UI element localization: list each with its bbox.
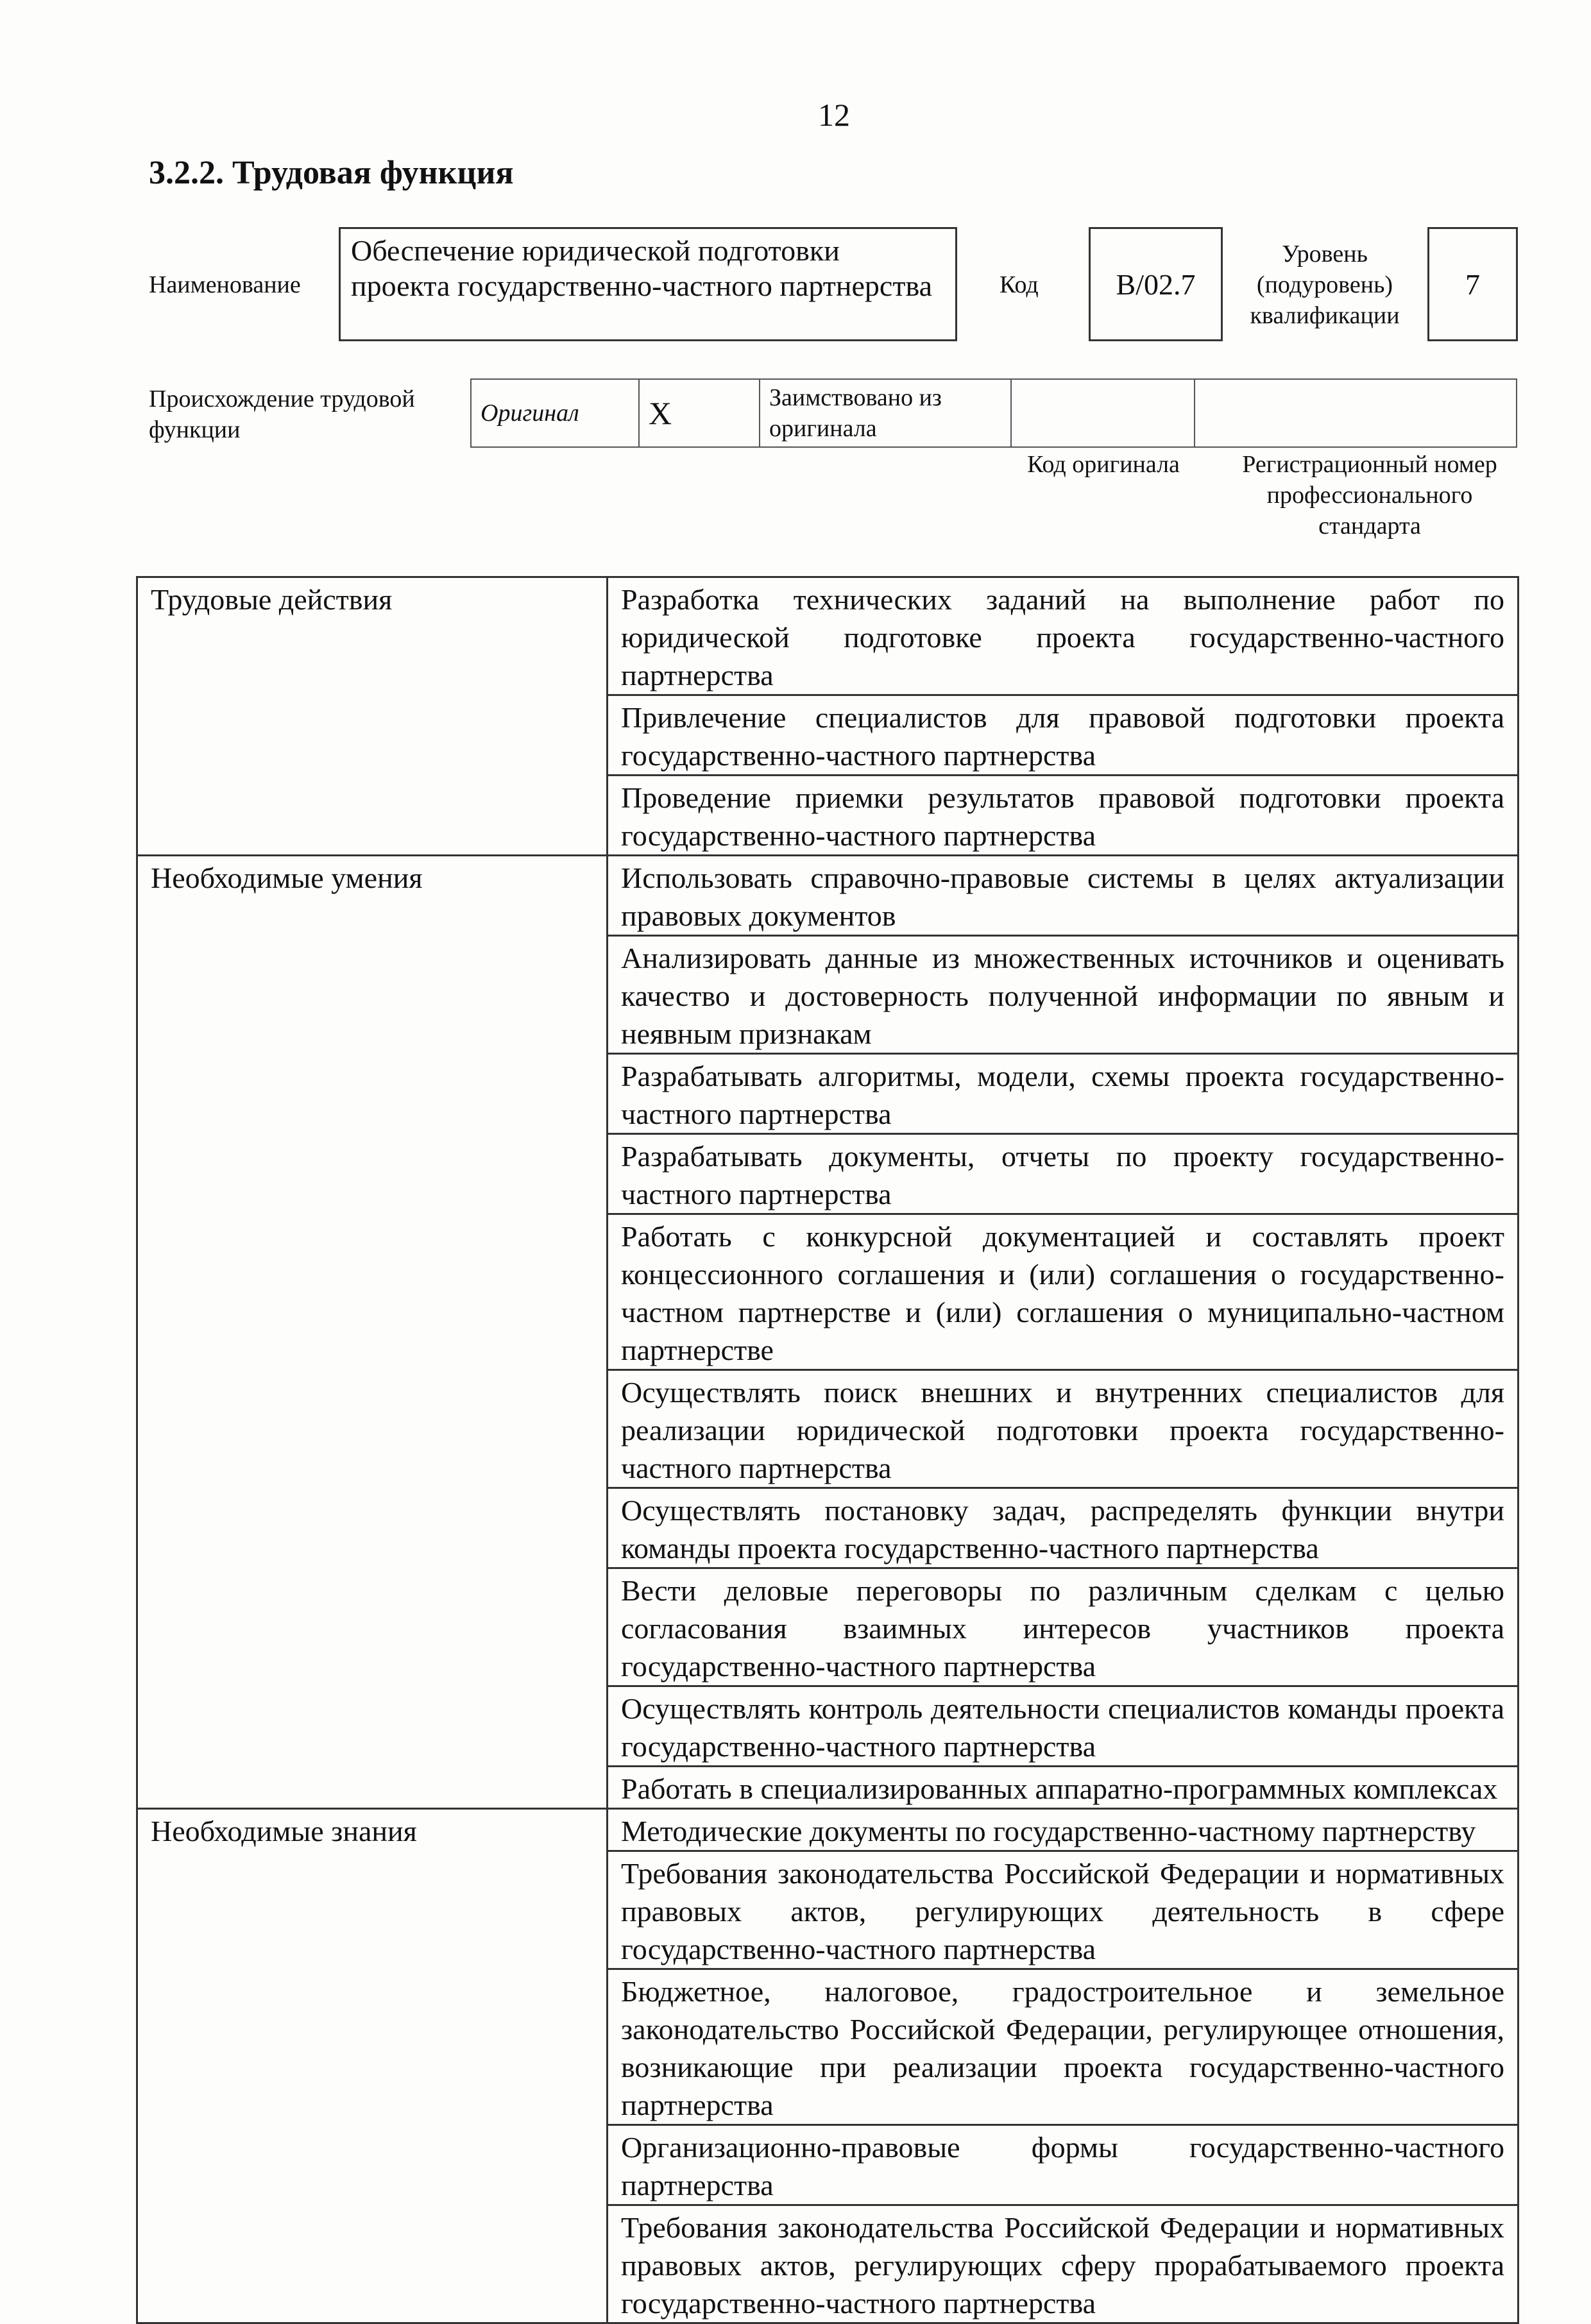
labor-actions-item: Разработка технических заданий на выполнение работ по юридической подготовке проекта государственно-частного партнерства <box>608 577 1519 695</box>
required-skills-item: Осуществлять контроль деятельности специалистов команды проекта государственно-частного партнерства <box>608 1686 1519 1767</box>
origin-table <box>470 378 1517 448</box>
original-code-caption: Код оригинала <box>1027 451 1180 478</box>
function-name-box <box>339 227 957 341</box>
labor-actions-item: Привлечение специалистов для правовой подготовки проекта государственно-частного партнерства <box>608 695 1519 776</box>
required-knowledge-item: Организационно-правовые формы государственно-частного партнерства <box>608 2125 1519 2205</box>
labor-actions-item: Проведение приемки результатов правовой подготовки проекта государственно-частного партнерства <box>608 776 1519 856</box>
section-title: 3.2.2. Трудовая функция <box>149 155 514 191</box>
table-row <box>137 856 1519 936</box>
required-skills-item: Вести деловые переговоры по различным сделкам с целью согласования взаимных интересов участников проекта государственно-частного партнерства <box>608 1568 1519 1686</box>
origin-label: Происхождение трудовой функции <box>149 386 415 443</box>
required-skills-item: Использовать справочно-правовые системы в целях актуализации правовых документов <box>608 856 1519 936</box>
required-knowledge-item: Бюджетное, налоговое, градостроительное и земельное законодательство Российской Федерации, регулирующее отношения, возникающие при реализации проекта государственно-частного партнерства <box>608 1969 1519 2125</box>
borrowed-label-cell <box>760 379 1011 447</box>
required-knowledge-item: Методические документы по государственно-частному партнерству <box>608 1809 1519 1851</box>
required-skills-item: Разрабатывать документы, отчеты по проекту государственно-частного партнерства <box>608 1134 1519 1214</box>
required-skills-item: Работать в специализированных аппаратно-программных комплексах <box>608 1767 1519 1809</box>
required-skills-item: Осуществлять поиск внешних и внутренних специалистов для реализации юридической подготовки проекта государственно-частного партнерства <box>608 1370 1519 1488</box>
table-row <box>137 577 1519 695</box>
required-skills-item: Анализировать данные из множественных источников и оценивать качество и достоверность полученной информации по явным и неявным признакам <box>608 936 1519 1054</box>
original-mark: X <box>649 395 672 431</box>
required-skills-item: Разрабатывать алгоритмы, модели, схемы проекта государственно-частного партнерства <box>608 1054 1519 1134</box>
registration-number-cell <box>1195 379 1517 447</box>
required-knowledge-header: Необходимые знания <box>137 1809 608 2323</box>
labor-actions-header: Трудовые действия <box>137 577 608 856</box>
required-skills-item: Работать с конкурсной документацией и составлять проект концессионного соглашения и (или) соглашения о государственно-частном партнерстве и (или) соглашения о муниципально-частном партнерстве <box>608 1214 1519 1370</box>
function-name-value: Обеспечение юридической подготовки проекта государственно-частного партнерства <box>351 234 932 302</box>
original-label: Оригинал <box>481 400 579 427</box>
level-value: 7 <box>1465 267 1480 301</box>
level-label: Уровень (подуровень) квалификации <box>1250 241 1400 329</box>
required-skills-item: Осуществлять постановку задач, распределять функции внутри команды проекта государственно-частного партнерства <box>608 1488 1519 1568</box>
original-code-cell <box>1011 379 1195 447</box>
name-label: Наименование <box>149 271 301 298</box>
required-skills-header: Необходимые умения <box>137 856 608 1809</box>
borrowed-label: Заимствовано из оригинала <box>769 384 942 442</box>
page-number: 12 <box>818 97 850 133</box>
labor-function-table <box>136 576 1519 2324</box>
original-mark-cell <box>639 379 760 447</box>
code-box <box>1089 227 1223 341</box>
code-value: B/02.7 <box>1116 267 1196 301</box>
required-knowledge-item: Требования законодательства Российской Федерации и нормативных правовых актов, регулирующих сферу прорабатываемого проекта государственно-частного партнерства <box>608 2205 1519 2323</box>
original-label-cell <box>471 379 639 447</box>
registration-number-caption: Регистрационный номер профессионального стандарта <box>1242 451 1497 539</box>
required-knowledge-item: Требования законодательства Российской Федерации и нормативных правовых актов, регулирующих деятельность в сфере государственно-частного партнерства <box>608 1851 1519 1969</box>
code-label: Код <box>1000 271 1039 298</box>
level-box <box>1427 227 1518 341</box>
table-row <box>137 1809 1519 1851</box>
